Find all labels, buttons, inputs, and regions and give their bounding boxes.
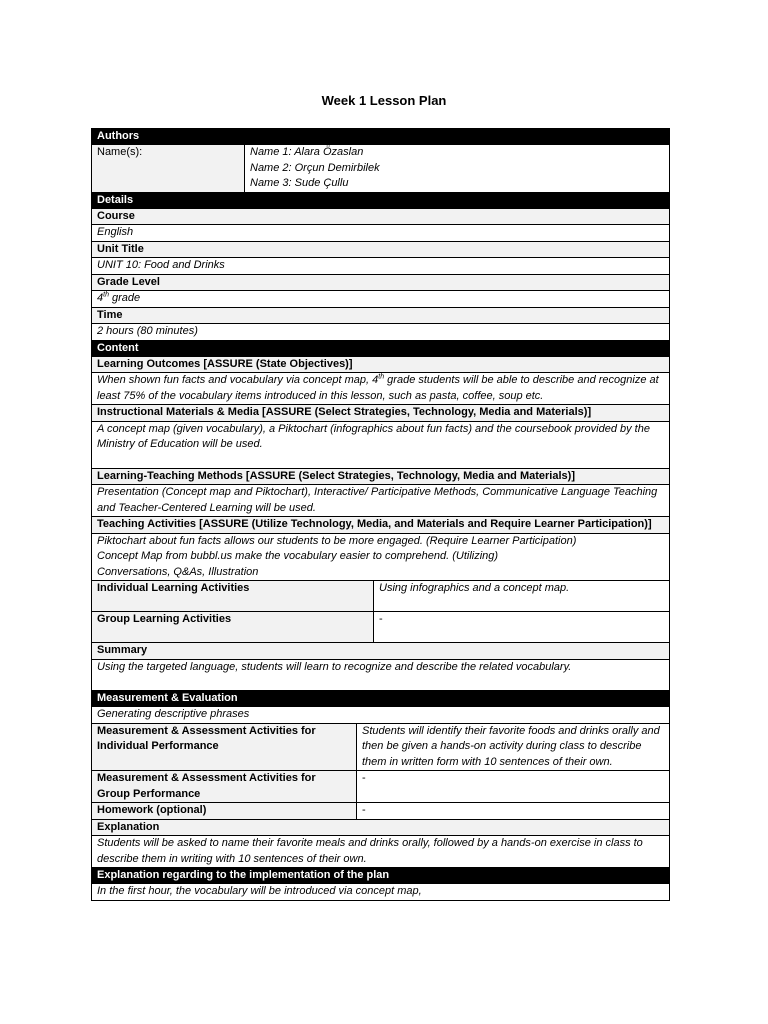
group-learning-label: Group Learning Activities [92,612,374,643]
explanation-label-row [92,819,670,836]
summary-label-row [92,643,670,660]
names-label: Name(s): [92,145,245,193]
grade-number: 4 [97,292,104,304]
im-label-bracket: ] [587,406,592,418]
summary-value-row [92,659,670,691]
ltm-label-assure: ASSURE (Select Strategies, Technology, Media and Materials) [249,469,572,482]
measurement-subtext: Generating descriptive phrases [92,707,670,724]
im-label-text: Instructional Materials & Media [ [97,406,266,418]
learning-outcomes-label-row [92,356,670,373]
learning-outcomes-value-row [92,373,670,405]
instructional-materials-label-row [92,405,670,422]
content-header-row [92,340,670,356]
ta-label-bracket: ] [647,518,652,530]
teaching-activities-label-row [92,517,670,534]
homework-row [92,803,670,820]
grade-level-label: Grade Level [92,274,670,291]
time-label: Time [92,307,670,324]
unit-title-value: UNIT 10: Food and Drinks [92,258,670,275]
unit-title-label: Unit Title [92,241,670,258]
lo-label-bracket: ] [348,357,353,370]
individual-learning-row [92,581,670,612]
grade-level-value [92,291,670,308]
ta-label-assure: ASSURE (Utilize Technology, Media, and Materials and Require Learner Participation) [202,518,648,530]
lo-label-text: Learning Outcomes [ [97,357,208,370]
grade-value-row [92,291,670,308]
teaching-activity-line: Concept Map from bubbl.us make the vocabulary easier to comprehend. (Utilizing) [97,550,499,562]
teaching-activities-label [92,517,670,534]
lo-text-suffix: th [378,373,385,381]
ltm-label-bracket: ] [571,469,575,482]
name-3: Name 3: Sude Çullu [250,177,349,189]
measurement-header: Measurement & Evaluation [92,691,670,707]
unit-label-row [92,241,670,258]
instructional-materials-label [92,405,670,422]
group-learning-value: - [374,612,670,643]
individual-assessment-row [92,723,670,771]
unit-value-row [92,258,670,275]
learning-teaching-methods-value-row [92,485,670,517]
course-value: English [92,225,670,242]
course-label-row [92,208,670,225]
explanation-text: Students will be asked to name their favorite meals and drinks orally, followed by a hands-on exercise in class to describe them in writing with 10 sentences of their own. [92,836,670,868]
explanation-value-row [92,836,670,868]
homework-label: Homework (optional) [92,803,357,820]
name-1: Name 1: Alara Özaslan [250,146,364,158]
implementation-value-row [92,884,670,901]
content-header: Content [92,340,670,356]
implementation-header: Explanation regarding to the implementation of the plan [92,868,670,884]
homework-value: - [357,803,670,820]
group-assessment-value: - [357,771,670,803]
details-header: Details [92,192,670,208]
teaching-activity-line: Conversations, Q&As, Illustration [97,565,259,578]
learning-teaching-methods-label-row [92,468,670,485]
individual-learning-value: Using infographics and a concept map. [374,581,670,612]
group-assessment-row [92,771,670,803]
details-header-row [92,192,670,208]
measurement-subtext-row [92,707,670,724]
instructional-materials-text: A concept map (given vocabulary), a Piktochart (infographics about fun facts) and the coursebook provided by the Ministry of Education will be used. [97,422,650,450]
instructional-materials-value-row [92,421,670,468]
document-title: Week 1 Lesson Plan [321,93,447,108]
individual-assessment-label: Measurement & Assessment Activities for Individual Performance [92,723,357,771]
summary-cell [92,659,670,691]
grade-word: grade [108,292,141,304]
summary-text: Using the targeted language, students will learn to recognize and describe the related vocabulary. [97,660,572,673]
name-2: Name 2: Orçun Demirbilek [250,161,380,174]
individual-learning-label: Individual Learning Activities [92,581,374,612]
time-value-row [92,324,670,341]
teaching-activity-line: Piktochart about fun facts allows our students to be more engaged. (Require Learner Participation) [97,534,577,547]
lo-label-assure: ASSURE (State Objectives) [207,357,349,370]
measurement-header-row [92,691,670,707]
learning-teaching-methods-text: Presentation (Concept map and Piktochart), Interactive/ Participative Methods, Communicative Language Teaching and Teacher-Centered Learning will be used. [92,485,670,517]
lo-text-start: When shown fun facts and vocabulary via concept map, 4 [97,374,379,386]
lesson-plan-table [91,128,670,901]
group-assessment-label: Measurement & Assessment Activities for Group Performance [92,771,357,803]
instructional-materials-cell [92,421,670,468]
learning-outcomes-label [92,356,670,373]
names-row [92,145,670,193]
teaching-activities-value-row [92,533,670,581]
teaching-activities-text [92,533,670,581]
implementation-text: In the first hour, the vocabulary will be introduced via concept map, [92,884,670,901]
im-label-assure: ASSURE (Select Strategies, Technology, Media and Materials) [265,406,588,418]
time-label-row [92,307,670,324]
ta-label-text: Teaching Activities [ [97,518,203,530]
lo-text-end: grade students will be able to describe and recognize at least 75% of the vocabulary items introduced in this lesson, such as pasta, coffee, soup etc. [97,374,659,402]
course-value-row [92,225,670,242]
individual-assessment-value: Students will identify their favorite foods and drinks orally and then be given a hands-on activity during class to describe them in written form with 10 sentences of their own. [357,723,670,771]
course-label: Course [92,208,670,225]
authors-header-row [92,129,670,145]
time-value: 2 hours (80 minutes) [92,324,670,341]
group-learning-row [92,612,670,643]
implementation-header-row [92,868,670,884]
explanation-label: Explanation [92,819,670,836]
ltm-label-text: Learning-Teaching Methods [ [97,469,250,482]
summary-label: Summary [92,643,670,660]
learning-outcomes-text [92,373,670,405]
grade-suffix: th [103,291,109,299]
authors-header: Authors [92,129,670,145]
grade-label-row [92,274,670,291]
names-value [245,145,670,193]
learning-teaching-methods-label [92,468,670,485]
